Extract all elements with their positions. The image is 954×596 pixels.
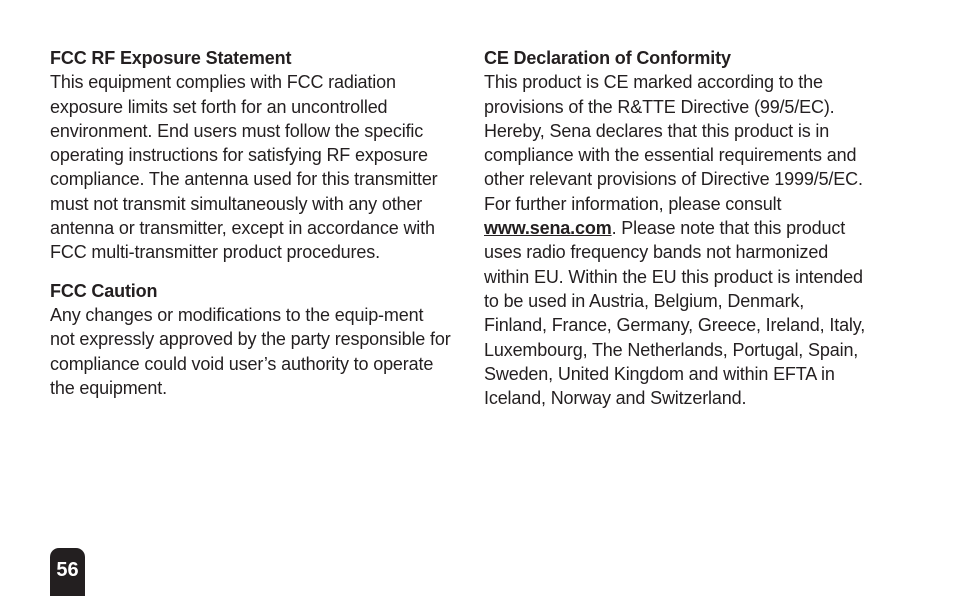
ce-declaration-heading: CE Declaration of Conformity — [484, 48, 731, 68]
fcc-caution-body: Any changes or modifications to the equip-ment not expressly approved by the party responsible for compliance could void user’s authority to operate the equipment. — [50, 304, 451, 398]
ce-body-before-link: This product is CE marked according to the provisions of the R&TTE Directive (99/5/EC). Hereby, Sena declares that this product is in compliance with the essential requirements and other relevant provisions of Directive 1999/5/EC. For further information, please consult — [484, 72, 863, 214]
fcc-caution-heading: FCC Caution — [50, 280, 158, 301]
ce-body-after-link: . Please note that this product uses radio frequency bands not harmonized within EU. Within the EU this product is intended to be used in Austria, Belgium, Denmark, Finland, France, Germany, Greece, Ireland, Italy, Luxembourg, The Netherlands, Portugal, Spain, Sweden, United Kingdom and within EFTA in Iceland, Norway and Switzerland. — [484, 218, 866, 409]
right-column — [484, 46, 870, 410]
fcc-caution-section — [50, 279, 452, 400]
ce-declaration-body — [484, 70, 870, 410]
fcc-rf-exposure-heading: FCC RF Exposure Statement — [50, 48, 292, 68]
fcc-rf-exposure-body: This equipment complies with FCC radiation exposure limits set forth for an uncontrolled environment. End users must follow the specific operating instructions for satisfying RF exposure compliance. The antenna used for this transmitter must not transmit simultaneously with any other antenna or transmitter, except in accordance with FCC multi-transmitter product procedures. — [50, 72, 438, 263]
sena-website-link[interactable]: www.sena.com — [484, 218, 612, 239]
left-column — [50, 46, 452, 400]
page-number-tab — [50, 548, 85, 596]
ce-declaration-section — [484, 46, 870, 410]
fcc-rf-exposure-section — [50, 46, 452, 265]
page-number: 56 — [56, 559, 79, 581]
